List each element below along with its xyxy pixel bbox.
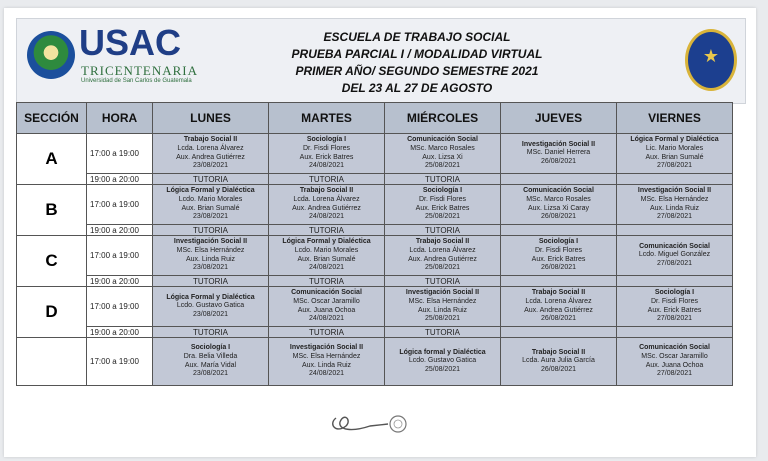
empty-cell bbox=[501, 276, 617, 287]
exam-cell bbox=[153, 338, 269, 386]
table-row bbox=[17, 287, 733, 327]
exam-cell bbox=[269, 287, 385, 327]
section-cell bbox=[17, 338, 87, 386]
subject-name: Investigación Social II bbox=[521, 140, 596, 148]
exam-detail: Aux. Andrea Gutiérrez bbox=[292, 204, 361, 212]
exam-detail: Aux. Erick Batres bbox=[415, 204, 470, 212]
time-cell: 19:00 a 20:00 bbox=[87, 174, 153, 185]
tutoria-cell: TUTORIA bbox=[153, 276, 269, 287]
column-header: MIÉRCOLES bbox=[385, 103, 501, 134]
subject-name: Sociología I bbox=[306, 136, 347, 144]
subject-name: Trabajo Social II bbox=[531, 289, 586, 297]
exam-detail: Aux. Erick Batres bbox=[299, 153, 354, 161]
exam-detail: Aux. Juana Ochoa bbox=[297, 306, 356, 314]
exam-detail: Aux. Andrea Gutiérrez bbox=[408, 255, 477, 263]
time-cell: 19:00 a 20:00 bbox=[87, 276, 153, 287]
subject-name: Comunicación Social bbox=[407, 136, 478, 144]
exam-detail: Aux. Lizsa Xi bbox=[422, 153, 463, 161]
subject-name: Trabajo Social II bbox=[531, 348, 586, 356]
subject-name: Comunicación Social bbox=[639, 242, 710, 250]
subject-name: Comunicación Social bbox=[639, 344, 710, 352]
column-header: MARTES bbox=[269, 103, 385, 134]
exam-detail: MSc. Oscar Jaramillo bbox=[293, 297, 360, 305]
table-header-row bbox=[17, 103, 733, 134]
subject-name: Trabajo Social II bbox=[415, 238, 470, 246]
exam-detail: 24/08/2021 bbox=[308, 315, 345, 323]
exam-detail: 23/08/2021 bbox=[192, 370, 229, 378]
school-emblem-icon bbox=[685, 29, 737, 91]
document-header bbox=[16, 18, 746, 104]
university-seal-icon bbox=[27, 31, 75, 79]
exam-detail: MSc. Marco Rosales bbox=[410, 144, 475, 152]
tutoria-cell: TUTORIA bbox=[269, 276, 385, 287]
exam-detail: 27/08/2021 bbox=[656, 370, 693, 378]
subject-name: Lógica Formal y Dialéctica bbox=[630, 136, 719, 144]
subject-name: Sociología I bbox=[422, 187, 463, 195]
exam-cell bbox=[269, 338, 385, 386]
exam-detail: Dr. Fisdi Flores bbox=[302, 144, 351, 152]
column-header: SECCIÓN bbox=[17, 103, 87, 134]
empty-cell bbox=[617, 174, 733, 185]
exam-detail: Aux. Andrea Gutiérrez bbox=[176, 153, 245, 161]
tutoria-cell: TUTORIA bbox=[153, 327, 269, 338]
exam-detail: 27/08/2021 bbox=[656, 315, 693, 323]
subject-name: Investigación Social II bbox=[173, 238, 248, 246]
tutoria-row bbox=[17, 225, 733, 236]
subject-name: Trabajo Social II bbox=[299, 187, 354, 195]
brand-logo-text: USAC bbox=[79, 22, 182, 63]
exam-detail: Lcdo. Gustavo Gatica bbox=[176, 302, 245, 310]
exam-detail: Lcda. Lorena Álvarez bbox=[525, 297, 592, 305]
tutoria-cell: TUTORIA bbox=[385, 174, 501, 185]
section-cell: D bbox=[17, 287, 87, 338]
table-row bbox=[17, 338, 733, 386]
subject-name: Investigación Social II bbox=[289, 344, 364, 352]
tutoria-cell: TUTORIA bbox=[153, 174, 269, 185]
exam-cell bbox=[385, 134, 501, 174]
subject-name: Lógica Formal y Dialéctica bbox=[282, 238, 371, 246]
exam-detail: MSc. Elsa Hernández bbox=[176, 246, 245, 254]
tutoria-cell: TUTORIA bbox=[269, 327, 385, 338]
exam-detail: Aux. Brian Sumalé bbox=[645, 153, 704, 161]
document-page bbox=[4, 8, 756, 457]
tutoria-cell: TUTORIA bbox=[385, 276, 501, 287]
exam-detail: Aux. Erick Batres bbox=[531, 255, 586, 263]
exam-detail: 26/08/2021 bbox=[540, 157, 577, 165]
subject-name: Lógica formal y Dialéctica bbox=[399, 348, 486, 356]
exam-detail: Aux. Linda Ruiz bbox=[301, 361, 352, 369]
exam-detail: 26/08/2021 bbox=[540, 213, 577, 221]
exam-cell bbox=[269, 134, 385, 174]
exam-detail: 24/08/2021 bbox=[308, 370, 345, 378]
tutoria-cell: TUTORIA bbox=[269, 225, 385, 236]
exam-detail: 27/08/2021 bbox=[656, 213, 693, 221]
exam-detail: MSc. Elsa Hernández bbox=[408, 297, 477, 305]
exam-detail: MSc. Elsa Hernández bbox=[292, 352, 361, 360]
subject-name: Sociología I bbox=[190, 344, 231, 352]
exam-detail: 27/08/2021 bbox=[656, 162, 693, 170]
exam-detail: 26/08/2021 bbox=[540, 315, 577, 323]
column-header: HORA bbox=[87, 103, 153, 134]
time-cell: 17:00 a 19:00 bbox=[87, 134, 153, 174]
subject-name: Sociología I bbox=[654, 289, 695, 297]
time-cell: 17:00 a 19:00 bbox=[87, 236, 153, 276]
tutoria-row bbox=[17, 327, 733, 338]
tutoria-row bbox=[17, 174, 733, 185]
exam-detail: Aux. Linda Ruiz bbox=[185, 255, 236, 263]
title-line: DEL 23 AL 27 DE AGOSTO bbox=[341, 81, 493, 95]
table-row bbox=[17, 134, 733, 174]
exam-cell bbox=[153, 236, 269, 276]
exam-detail: 25/08/2021 bbox=[424, 162, 461, 170]
table-row bbox=[17, 236, 733, 276]
exam-cell bbox=[385, 236, 501, 276]
exam-cell bbox=[385, 338, 501, 386]
exam-detail: 26/08/2021 bbox=[540, 365, 577, 373]
exam-detail: 25/08/2021 bbox=[424, 264, 461, 272]
exam-detail: Lcda. Lorena Álvarez bbox=[409, 246, 476, 254]
exam-detail: 24/08/2021 bbox=[308, 162, 345, 170]
time-cell: 17:00 a 19:00 bbox=[87, 185, 153, 225]
brand-university: Universidad de San Carlos de Guatemala bbox=[81, 78, 192, 84]
exam-detail: Lic. Mario Morales bbox=[645, 144, 704, 152]
exam-detail: Dr. Fisdi Flores bbox=[418, 195, 467, 203]
exam-detail: Lcda. Lorena Álvarez bbox=[177, 144, 244, 152]
document-title bbox=[217, 29, 617, 97]
subject-name: Comunicación Social bbox=[523, 187, 594, 195]
exam-cell bbox=[617, 236, 733, 276]
exam-detail: MSc. Marco Rosales bbox=[526, 195, 591, 203]
exam-detail: Aux. Erick Batres bbox=[647, 306, 702, 314]
exam-detail: 23/08/2021 bbox=[192, 264, 229, 272]
section-cell: C bbox=[17, 236, 87, 287]
exam-detail: MSc. Daniel Herrera bbox=[526, 149, 591, 157]
tutoria-cell: TUTORIA bbox=[269, 174, 385, 185]
empty-cell bbox=[501, 174, 617, 185]
schedule-table bbox=[16, 102, 733, 386]
tutoria-row bbox=[17, 276, 733, 287]
exam-detail: Dr. Fisdi Flores bbox=[534, 246, 583, 254]
exam-detail: Lcda. Lorena Álvarez bbox=[293, 195, 360, 203]
time-cell: 17:00 a 19:00 bbox=[87, 287, 153, 327]
column-header: VIERNES bbox=[617, 103, 733, 134]
time-cell: 19:00 a 20:00 bbox=[87, 225, 153, 236]
exam-detail: Aux. María Vidal bbox=[184, 361, 237, 369]
brand-subtitle: TRICENTENARIA bbox=[81, 63, 198, 78]
exam-cell bbox=[501, 287, 617, 327]
signature-icon bbox=[322, 408, 422, 438]
subject-name: Investigación Social II bbox=[405, 289, 480, 297]
schedule-body bbox=[17, 134, 733, 386]
subject-name: Sociología I bbox=[538, 238, 579, 246]
empty-cell bbox=[617, 327, 733, 338]
section-cell: A bbox=[17, 134, 87, 185]
exam-detail: MSc. Elsa Hernández bbox=[640, 195, 709, 203]
exam-detail: Lcdo. Miguel González bbox=[638, 251, 711, 259]
exam-detail: Aux. Linda Ruiz bbox=[649, 204, 700, 212]
exam-detail: Lcdo. Mario Morales bbox=[178, 195, 243, 203]
tutoria-cell: TUTORIA bbox=[385, 225, 501, 236]
exam-detail: 23/08/2021 bbox=[192, 310, 229, 318]
exam-cell bbox=[617, 287, 733, 327]
exam-cell bbox=[153, 287, 269, 327]
time-cell: 17:00 a 19:00 bbox=[87, 338, 153, 386]
exam-detail: 23/08/2021 bbox=[192, 162, 229, 170]
subject-name: Trabajo Social II bbox=[183, 136, 238, 144]
exam-detail: 23/08/2021 bbox=[192, 213, 229, 221]
exam-detail: Aux. Lizsa Xi Caray bbox=[527, 204, 590, 212]
exam-cell bbox=[385, 287, 501, 327]
exam-detail: Dra. Belia Villeda bbox=[183, 352, 238, 360]
subject-name: Lógica Formal y Dialéctica bbox=[166, 187, 255, 195]
exam-cell bbox=[153, 185, 269, 225]
empty-cell bbox=[617, 225, 733, 236]
exam-detail: Aux. Brian Sumalé bbox=[297, 255, 356, 263]
exam-detail: 24/08/2021 bbox=[308, 264, 345, 272]
exam-detail: 24/08/2021 bbox=[308, 213, 345, 221]
exam-detail: MSc. Oscar Jaramillo bbox=[641, 352, 708, 360]
time-cell: 19:00 a 20:00 bbox=[87, 327, 153, 338]
exam-detail: Lcdo. Gustavo Gatica bbox=[408, 357, 477, 365]
exam-detail: 25/08/2021 bbox=[424, 213, 461, 221]
exam-detail: 25/08/2021 bbox=[424, 315, 461, 323]
title-line: PRUEBA PARCIAL I / MODALIDAD VIRTUAL bbox=[291, 47, 543, 61]
tutoria-cell: TUTORIA bbox=[153, 225, 269, 236]
exam-detail: Lcda. Aura Julia García bbox=[522, 357, 595, 365]
exam-cell bbox=[617, 185, 733, 225]
exam-cell bbox=[385, 185, 501, 225]
empty-cell bbox=[501, 327, 617, 338]
exam-detail: Aux. Brian Sumalé bbox=[181, 204, 240, 212]
exam-detail: Aux. Linda Ruiz bbox=[417, 306, 468, 314]
exam-detail: Lcdo. Mario Morales bbox=[294, 246, 359, 254]
exam-cell bbox=[501, 134, 617, 174]
exam-detail: 27/08/2021 bbox=[656, 259, 693, 267]
exam-detail: 26/08/2021 bbox=[540, 264, 577, 272]
exam-cell bbox=[501, 236, 617, 276]
exam-cell bbox=[501, 185, 617, 225]
exam-detail: Dr. Fisdi Flores bbox=[650, 297, 699, 305]
title-line: ESCUELA DE TRABAJO SOCIAL bbox=[323, 30, 511, 44]
table-row bbox=[17, 185, 733, 225]
exam-detail: 25/08/2021 bbox=[424, 365, 461, 373]
section-cell: B bbox=[17, 185, 87, 236]
empty-cell bbox=[617, 276, 733, 287]
subject-name: Lógica Formal y Dialéctica bbox=[166, 293, 255, 301]
tutoria-cell: TUTORIA bbox=[385, 327, 501, 338]
exam-detail: Aux. Andrea Gutiérrez bbox=[524, 306, 593, 314]
exam-cell bbox=[269, 185, 385, 225]
subject-name: Investigación Social II bbox=[637, 187, 712, 195]
exam-cell bbox=[617, 338, 733, 386]
exam-cell bbox=[501, 338, 617, 386]
exam-cell bbox=[153, 134, 269, 174]
exam-detail: Aux. Juana Ochoa bbox=[645, 361, 704, 369]
empty-cell bbox=[501, 225, 617, 236]
exam-cell bbox=[269, 236, 385, 276]
column-header: LUNES bbox=[153, 103, 269, 134]
exam-cell bbox=[617, 134, 733, 174]
title-line: PRIMER AÑO/ SEGUNDO SEMESTRE 2021 bbox=[295, 64, 539, 78]
column-header: JUEVES bbox=[501, 103, 617, 134]
subject-name: Comunicación Social bbox=[291, 289, 362, 297]
